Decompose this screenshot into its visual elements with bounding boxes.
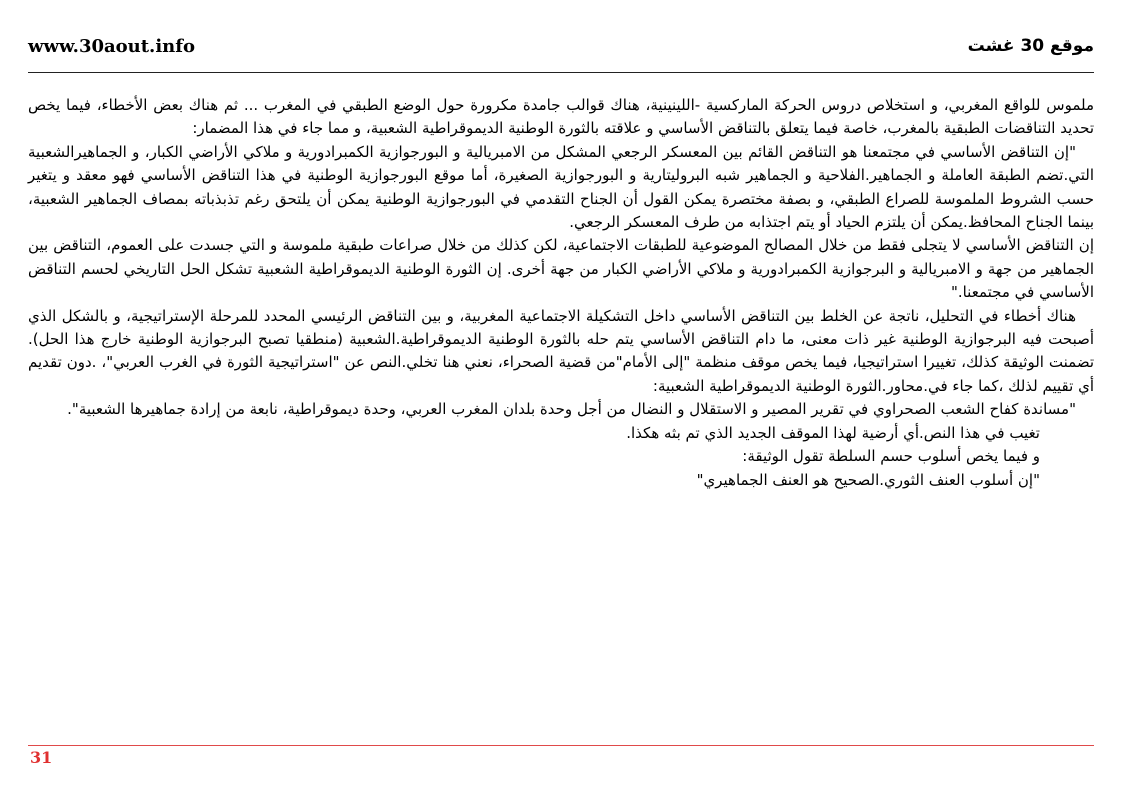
page-header <box>28 30 1094 70</box>
page-number: 31 <box>30 748 53 767</box>
header-divider <box>28 72 1094 73</box>
quote-line: "إن أسلوب العنف الثوري.الصحيح هو العنف الجماهيري" <box>696 470 1040 489</box>
footer-divider <box>28 745 1094 746</box>
quote-paragraph-2: إن التناقض الأساسي لا يتجلى فقط من خلال المصالح الموضوعية للطبقات الاجتماعية، لكن كذلك من خلال صراعات طبقية ملموسة و التي جسدت على العموم، التناقض بين الجماهير من جهة و الامبريالية و البرجوازية الكمبرادورية و ملاكي الأراضي الكبار من جهة أخرى. إن الثورة الوطنية الديموقراطية الشعبية تشكل الحل التاريخي لحسم التناقض الأساسي في مجتمعنا." <box>28 236 1094 302</box>
paragraph-intro: ملموس للواقع المغربي، و استخلاص دروس الحركة الماركسية -اللينينية، هناك قوالب جامدة مكرورة حول الوضع الطبقي في المغرب ... ثم هناك بعض الأخطاء، فيما يخص تحديد التناقضات الطبقية بالمغرب، خاصة فيما يتعلق بالتناقض الأساسي و علاقته بالثورة الوطنية الديموقراطية الشعبية، و مما جاء في هذا المضمار: <box>28 96 1094 138</box>
method-line: و فيما يخص أسلوب حسم السلطة تقول الوثيقة: <box>742 447 1040 466</box>
comment-line: تغيب في هذا النص.أي أرضية لهذا الموقف الجديد الذي تم بثه هكذا. <box>626 423 1040 442</box>
site-name: موقع 30 غشت <box>967 36 1094 56</box>
document-body <box>28 94 1094 492</box>
quote-paragraph-1: "إن التناقض الأساسي في مجتمعنا هو التناقض القائم بين المعسكر الرجعي المشكل من الامبريالية و البورجوازية الكمبرادورية و ملاكي الأراضي الكبار، و الجماهيرالشعبية التي.تضم الطبقة العاملة و الجماهير.الفلاحية و الجماهير شبه البروليتارية و البورجوازية الصغيرة، أما موقع البورجوازية الوطنية في هذا التناقض الأساسي فهو معقد و يتغير حسب الشروط الملموسة للصراع الطبقي، و بصفة مختصرة يمكن القول أن الجناح التقدمي في البورجوازية الوطنية يمكن أن يلتحق رغم تذبذباته بمصاف الجماهير الشعبية، بينما الجناح المحافظ.يمكن أن يلتزم الحياد أو يتم اجتذابه من طرف المعسكر الرجعي. <box>28 142 1094 232</box>
analysis-paragraph: هناك أخطاء في التحليل، ناتجة عن الخلط بين التناقض الأساسي داخل التشكيلة الاجتماعية المغربية، و بين التناقض الرئيسي المحدد للمرحلة الإستراتيجية، و بالشكل الذي أصبحت فيه البرجوازية الوطنية غير ذات معنى، ما دام التناقض الأساسي يتم حله بالثورة الوطنية الديموقراطية.الشعبية (منطقيا تصبح البرجوازية الوطنية خارج هذا الحل). تضمنت الوثيقة كذلك، تغييرا استراتيجيا، فيما يخص موقف منظمة "إلى الأمام"من قضية الصحراء، نعني هنا تخلي.النص عن "استراتيجية الثورة في الغرب العربي"، .دون تقديم أي تقييم لذلك ،كما جاء في.محاور.الثورة الوطنية الديموقراطية الشعبية: <box>28 306 1094 395</box>
site-url[interactable]: www.30aout.info <box>28 36 196 57</box>
quote-paragraph-3: "مساندة كفاح الشعب الصحراوي في تقرير المصير و الاستقلال و النضال من أجل وحدة بلدان المغرب العربي، وحدة ديموقراطية، نابعة من إرادة جماهيرها الشعبية". <box>67 400 1076 419</box>
